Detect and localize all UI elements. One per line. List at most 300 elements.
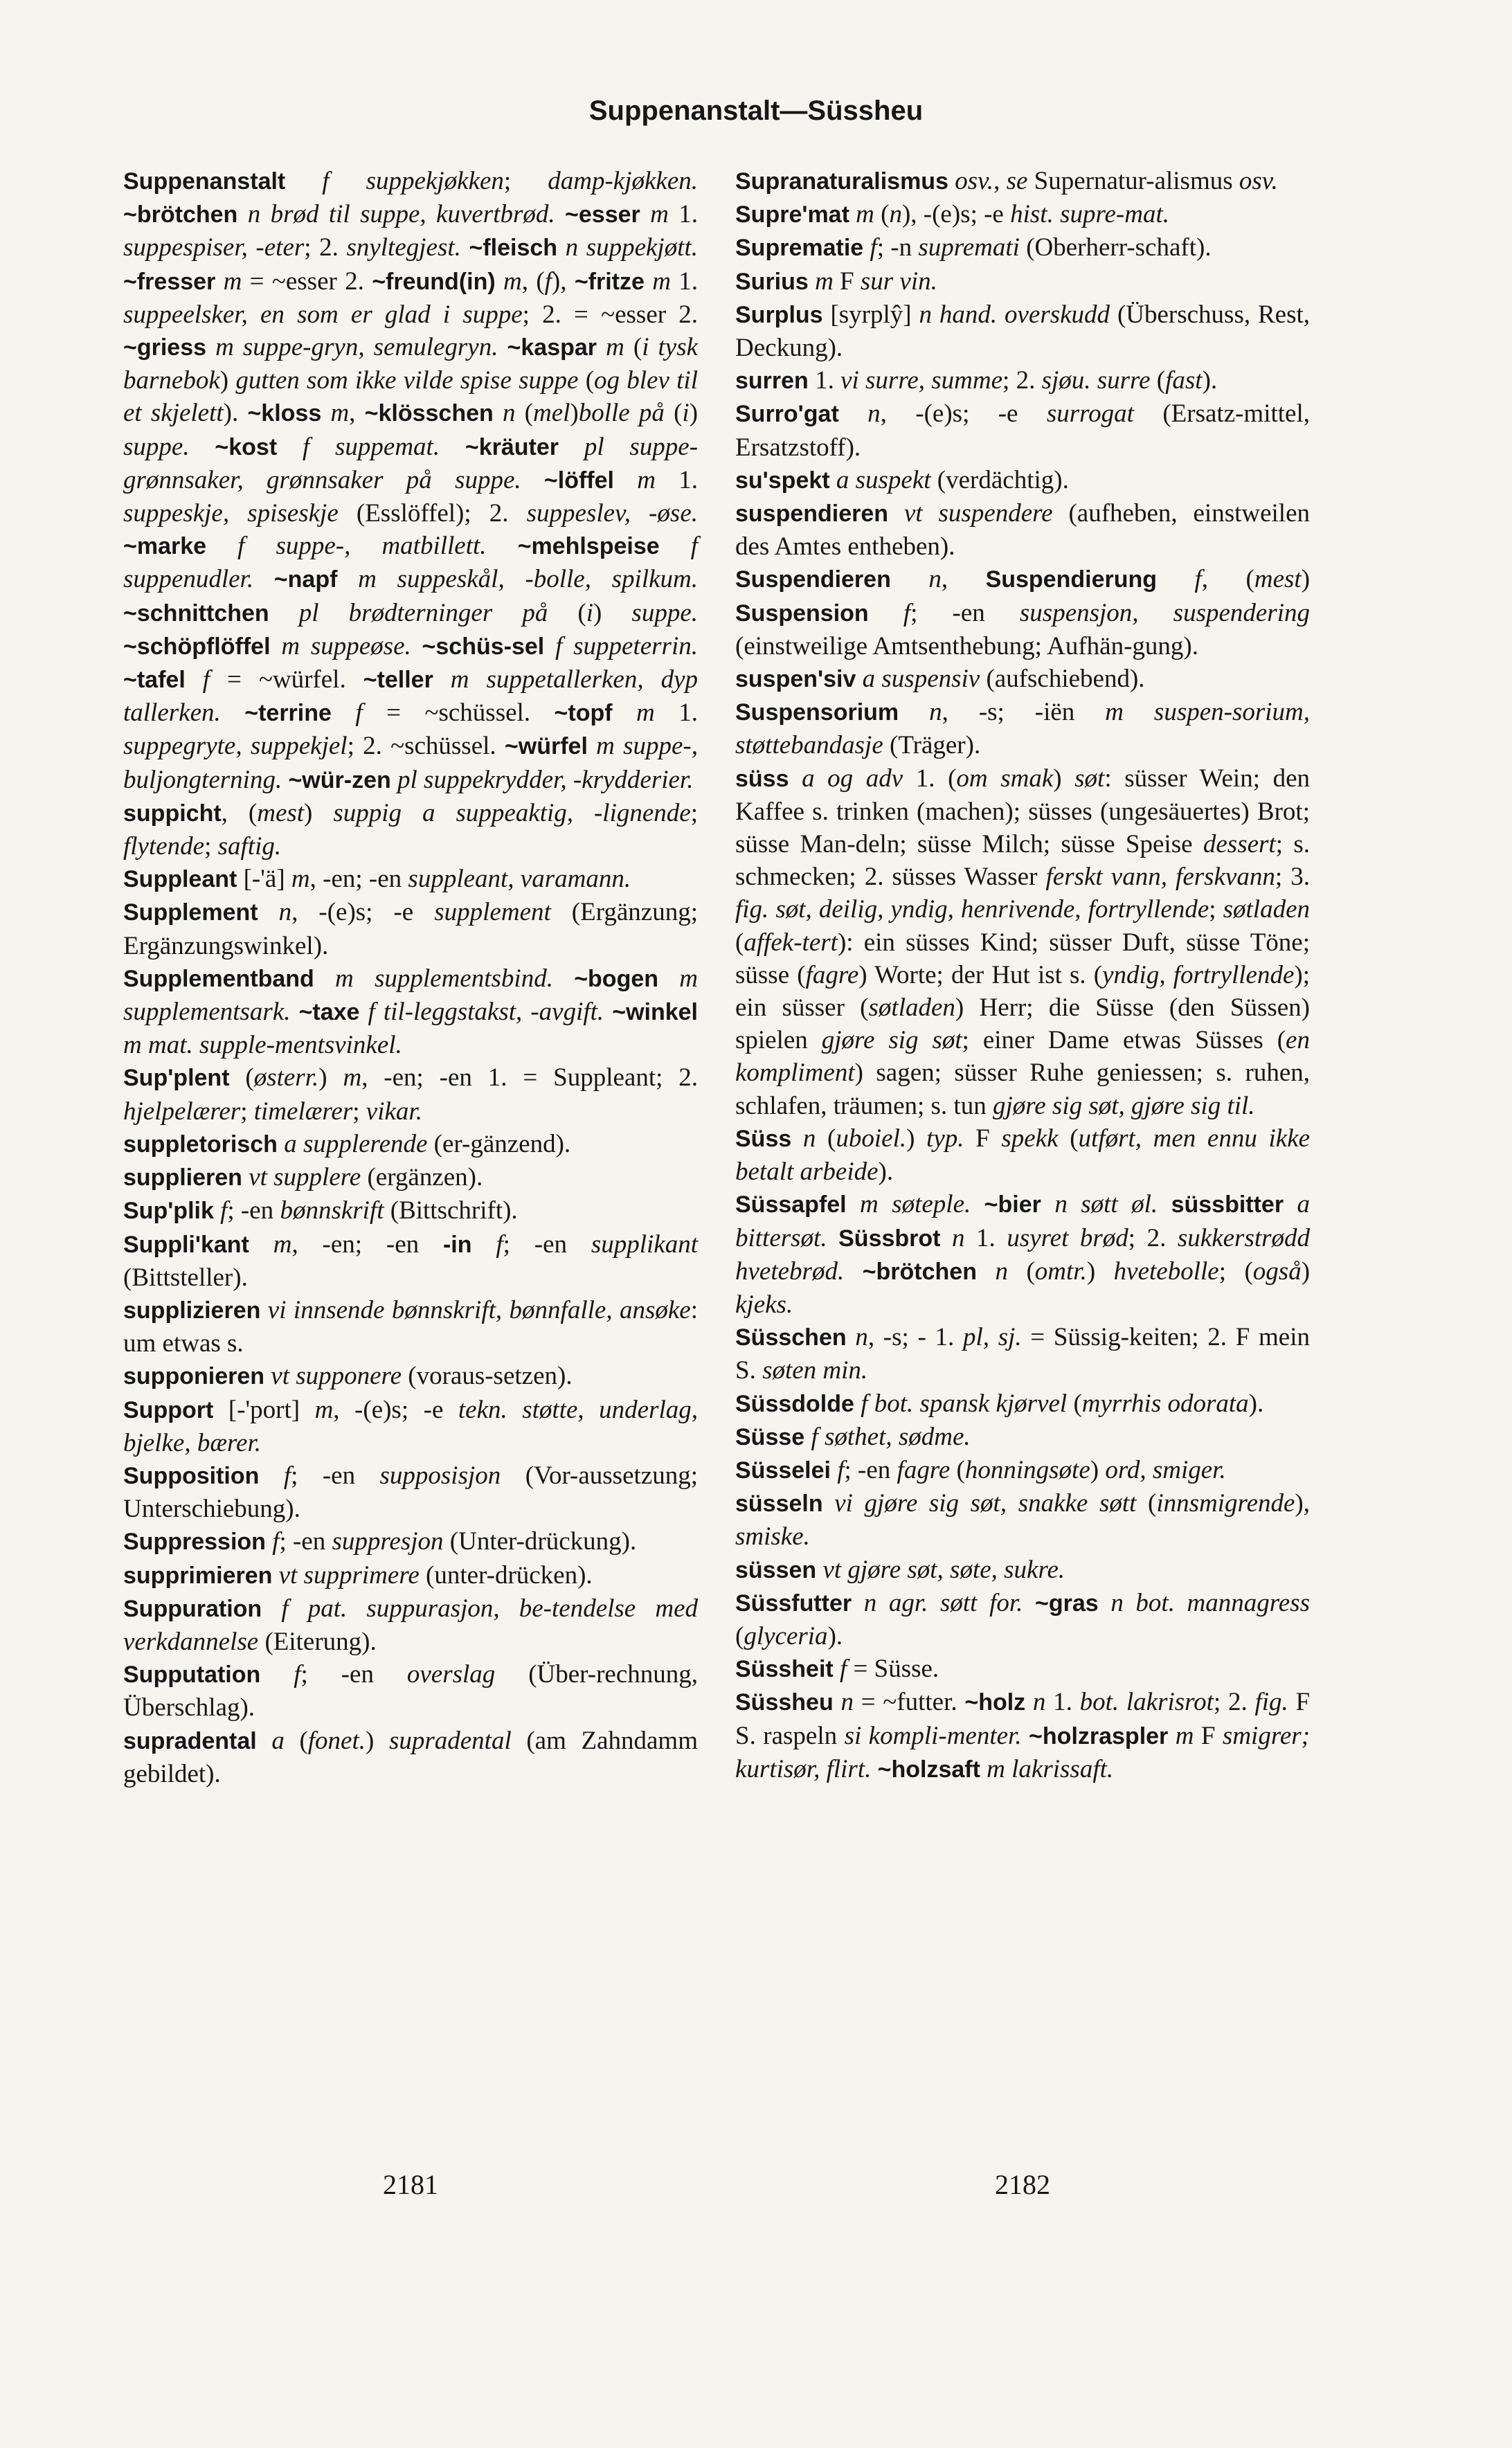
- entry-translation: pl brødterninger på: [298, 598, 548, 627]
- entry-translation: n hand. overskudd: [919, 300, 1110, 329]
- entry-text: (: [1136, 1489, 1157, 1518]
- entry-text: , -(e)s; -e: [333, 1395, 458, 1424]
- entry-translation: a bittersøt.: [735, 1190, 1310, 1252]
- entry-text: 1.: [668, 200, 699, 229]
- entry-translation: flytende: [123, 832, 205, 861]
- entry-translation: supremati: [918, 233, 1020, 262]
- entry-text: (voraus-setzen).: [402, 1362, 573, 1391]
- entry-translation: f: [496, 1230, 503, 1259]
- entry-headword: Suprematie: [735, 235, 864, 262]
- dictionary-entry: [735, 1321, 1310, 1387]
- entry-translation: vt supponere: [271, 1362, 402, 1391]
- entry-headword: supponieren: [123, 1363, 265, 1390]
- entry-headword: ~tafel: [123, 667, 186, 694]
- entry-text: ): [1053, 764, 1075, 793]
- entry-translation: f: [283, 1461, 291, 1490]
- entry-text: [588, 732, 596, 760]
- entry-translation: bolle på: [578, 399, 665, 428]
- entry-text: ): [593, 598, 632, 627]
- entry-translation: se: [1006, 167, 1028, 195]
- entry-headword: suppicht: [123, 800, 222, 827]
- entry-translation: osv.: [1239, 167, 1278, 195]
- entry-text: ; einer Dame etwas Süsses (: [962, 1026, 1286, 1055]
- entry-translation: n: [1032, 1688, 1046, 1717]
- dictionary-entry: [735, 1653, 1310, 1686]
- entry-headword: Sup'plent: [123, 1065, 230, 1092]
- entry-text: ;: [690, 798, 698, 827]
- entry-text: , (: [1201, 565, 1254, 594]
- entry-text: [440, 433, 465, 461]
- entry-text: = ~würfel.: [210, 665, 363, 694]
- entry-translation: a og adv: [802, 764, 903, 793]
- entry-headword: ~topf: [554, 700, 613, 727]
- entry-text: [553, 964, 574, 993]
- entry-text: [977, 1257, 995, 1286]
- entry-headword: Süsschen: [735, 1324, 847, 1351]
- entry-text: ; 2.: [1002, 366, 1042, 395]
- entry-text: [278, 1130, 284, 1158]
- entry-translation: m: [291, 865, 310, 894]
- entry-translation: vt supplere: [249, 1163, 361, 1192]
- entry-translation: suppe.: [123, 432, 190, 461]
- entry-translation: m lakrissaft.: [987, 1754, 1114, 1783]
- entry-text: [980, 1755, 987, 1783]
- entry-translation: suppespiser, -eter: [123, 233, 305, 262]
- entry-translation: suppegryte, suppekjel: [123, 732, 348, 761]
- entry-translation: yndig, fortryllende: [1102, 960, 1295, 989]
- entry-text: (: [874, 200, 890, 229]
- entry-translation: usyret brød: [1007, 1223, 1128, 1252]
- entry-text: ; -en: [503, 1230, 591, 1259]
- entry-text: ; -en: [279, 1527, 332, 1556]
- entry-text: [1157, 565, 1194, 593]
- entry-translation: vt supprimere: [278, 1560, 420, 1590]
- entry-translation: søten min.: [762, 1356, 868, 1385]
- entry-headword: ~schnittchen: [123, 600, 269, 627]
- entry-translation: vt suspendere: [903, 499, 1053, 528]
- entry-headword: ~teller: [363, 667, 433, 694]
- entry-text: [823, 1489, 835, 1518]
- entry-translation: a supplerende: [284, 1129, 428, 1158]
- entry-headword: ~würfel: [504, 733, 588, 760]
- entry-text: [496, 267, 503, 296]
- entry-text: ).: [827, 1621, 843, 1650]
- dictionary-entry: [735, 1122, 1310, 1188]
- dictionary-entry: [735, 231, 1310, 264]
- entry-headword: Suspension: [735, 600, 869, 627]
- entry-text: (aufheben, einstweilen des Amtes entheben).: [735, 499, 1311, 561]
- entry-translation: kjeks.: [735, 1290, 793, 1319]
- entry-text: [844, 1257, 862, 1286]
- entry-translation: og blev til et skjelett: [123, 366, 698, 428]
- entry-text: [869, 599, 903, 627]
- entry-headword: ~kräuter: [465, 433, 559, 460]
- entry-text: [1284, 1190, 1297, 1218]
- entry-text: = Süssig-keiten; 2. F mein S.: [735, 1323, 1310, 1385]
- dictionary-entry: [735, 265, 1310, 298]
- entry-text: ; 2.: [1213, 1688, 1255, 1717]
- entry-headword: süssen: [735, 1556, 817, 1583]
- entry-text: (: [735, 1621, 744, 1650]
- entry-text: [604, 998, 612, 1026]
- entry-headword: ~kaspar: [507, 334, 597, 361]
- entry-translation: f: [903, 598, 911, 627]
- entry-headword: süsseln: [735, 1491, 823, 1518]
- entry-text: [262, 1594, 281, 1623]
- entry-headword: ~fritze: [574, 268, 645, 295]
- entry-headword: ~winkel: [612, 999, 698, 1026]
- entry-headword: -in: [442, 1231, 472, 1258]
- entry-translation: suppeskje, spiseskje: [123, 499, 339, 528]
- entry-text: [259, 1461, 283, 1490]
- entry-headword: ~kost: [215, 433, 278, 460]
- entry-translation: n suppekjøtt.: [565, 233, 699, 262]
- dictionary-entry: [735, 198, 1310, 231]
- entry-text: [277, 433, 303, 461]
- entry-text: [597, 333, 606, 361]
- running-head: Suppenanstalt—Süssheu: [588, 96, 924, 126]
- dictionary-entry: [123, 962, 698, 1062]
- entry-text: ): [219, 366, 236, 395]
- entry-translation: f bot. spansk kjørvel: [861, 1389, 1068, 1418]
- entry-text: [971, 1190, 984, 1218]
- dictionary-entry: [735, 1188, 1310, 1321]
- entry-headword: ~schöpflöffel: [123, 633, 271, 660]
- entry-translation: f suppekjøkken: [322, 167, 504, 195]
- entry-text: (aufschiebend).: [980, 665, 1145, 694]
- dictionary-entry: [123, 1228, 698, 1294]
- entry-text: [834, 1688, 841, 1716]
- entry-translation: supposisjon: [379, 1461, 501, 1490]
- entry-translation: søt: [1074, 764, 1105, 793]
- entry-translation: m: [652, 267, 671, 296]
- entry-text: ).: [223, 399, 248, 428]
- dictionary-entry: [123, 1294, 698, 1360]
- entry-text: , -en; -en: [291, 1230, 443, 1259]
- entry-text: [1023, 1589, 1035, 1617]
- dictionary-entry: [735, 696, 1310, 762]
- entry-translation: f: [839, 1655, 847, 1684]
- entry-translation: m: [636, 699, 655, 728]
- entry-headword: suspen'siv: [735, 666, 856, 693]
- entry-text: (Über-rechnung, Überschlag).: [123, 1660, 698, 1722]
- entry-text: (: [664, 399, 683, 428]
- entry-text: [253, 565, 274, 593]
- left-column: [123, 165, 698, 1790]
- dictionary-entry: [735, 762, 1310, 1122]
- entry-text: [-'port]: [213, 1395, 315, 1424]
- entry-translation: n: [995, 1257, 1008, 1286]
- entry-text: [syrplŷ]: [822, 300, 919, 329]
- entry-translation: f: [294, 1660, 301, 1689]
- entry-translation: m: [606, 333, 624, 362]
- entry-text: [847, 1190, 860, 1218]
- entry-translation: omtr.: [1034, 1257, 1087, 1286]
- entry-text: (: [578, 366, 595, 395]
- entry-text: [613, 699, 636, 727]
- right-column: [735, 165, 1310, 1786]
- entry-translation: hist. supre-mat.: [1010, 200, 1169, 229]
- entry-translation: suppeslev, -øse.: [526, 499, 699, 528]
- dictionary-entry: [735, 1387, 1310, 1421]
- entry-translation: ord, smiger.: [1105, 1455, 1226, 1484]
- entry-headword: ~löffel: [543, 467, 614, 494]
- entry-text: , -s; -iën: [942, 698, 1106, 727]
- entry-text: (Unter-drückung).: [443, 1527, 637, 1556]
- entry-text: [899, 698, 929, 726]
- entry-translation: en kompliment: [735, 1026, 1310, 1088]
- dictionary-entry: [735, 364, 1310, 397]
- entry-text: (: [515, 399, 533, 428]
- entry-text: ; -en: [910, 598, 1020, 627]
- entry-headword: suppletorisch: [123, 1131, 278, 1158]
- entry-translation: fonet.: [307, 1726, 366, 1755]
- entry-translation: også: [1252, 1257, 1302, 1286]
- entry-translation: n: [929, 698, 942, 727]
- entry-translation: m: [650, 200, 669, 229]
- entry-translation: m supplementsark.: [123, 964, 698, 1027]
- entry-headword: Suppli'kant: [123, 1231, 249, 1258]
- dictionary-entry: [735, 397, 1310, 463]
- entry-translation: f: [544, 267, 552, 296]
- entry-text: [791, 1124, 803, 1153]
- entry-text: ;: [240, 1097, 254, 1126]
- entry-text: ),: [1295, 1489, 1310, 1518]
- entry-text: (: [1067, 1389, 1082, 1418]
- page-number-left: 2181: [383, 2169, 438, 2200]
- entry-translation: m suppe-, buljongterning.: [123, 732, 698, 794]
- entry-text: (einstweilige Amtsenthebung; Aufhän-gung).: [735, 631, 1198, 660]
- entry-headword: Suspendieren: [735, 566, 891, 593]
- entry-text: [359, 998, 368, 1026]
- entry-headword: ~holzsaft: [877, 1756, 980, 1783]
- entry-translation: i tysk barnebok: [123, 333, 699, 395]
- entry-text: ; -en: [300, 1660, 407, 1689]
- entry-text: [411, 632, 422, 660]
- entry-text: (: [950, 1455, 965, 1484]
- entry-text: ): [366, 1726, 389, 1755]
- entry-headword: ~marke: [123, 533, 207, 560]
- entry-translation: f pat. suppurasjon, be-tendelse med verkdannelse: [123, 1594, 699, 1656]
- entry-headword: ~holz: [964, 1689, 1026, 1716]
- entry-translation: affek-tert: [744, 928, 838, 957]
- entry-text: 1.: [670, 267, 699, 296]
- entry-text: , -en; -en: [309, 865, 408, 894]
- entry-headword: ~freund(in): [372, 268, 496, 295]
- entry-headword: Suppuration: [123, 1595, 262, 1622]
- entry-headword: ~fleisch: [469, 235, 558, 262]
- entry-translation: fig. søt, deilig, yndig, henrivende, fortryllende: [735, 895, 1209, 924]
- entry-translation: f: [355, 699, 363, 728]
- entry-translation: typ.: [926, 1124, 964, 1153]
- entry-translation: suppe.: [631, 598, 698, 627]
- entry-translation: m supplementsbind.: [335, 964, 553, 993]
- entry-text: [291, 998, 299, 1026]
- entry-translation: fagre: [897, 1455, 951, 1484]
- entry-translation: supplikant: [591, 1230, 699, 1259]
- entry-headword: Supranaturalismus: [735, 168, 948, 195]
- entry-headword: Surplus: [735, 301, 823, 328]
- entry-translation: f suppe-, matbillett.: [237, 532, 487, 561]
- dictionary-entry: [123, 165, 698, 797]
- entry-translation: saftig.: [217, 832, 282, 861]
- entry-translation: overslag: [406, 1660, 496, 1689]
- entry-translation: m: [1175, 1721, 1194, 1750]
- entry-translation: sjøu. surre: [1041, 366, 1151, 395]
- entry-text: ,: [349, 399, 365, 428]
- entry-text: [660, 532, 691, 560]
- entry-text: [264, 1362, 271, 1390]
- entry-text: , -(e)s; -e: [291, 898, 435, 927]
- entry-text: (am Zahndamm gebildet).: [123, 1726, 698, 1788]
- entry-text: [214, 1196, 220, 1225]
- entry-text: , -en; -en 1. = Suppleant; 2.: [361, 1063, 698, 1092]
- entry-text: [891, 565, 928, 593]
- entry-text: (: [1150, 366, 1166, 395]
- dictionary-entry: [123, 1592, 698, 1658]
- dictionary-entry: [735, 165, 1310, 198]
- entry-text: (Eiterung).: [258, 1627, 377, 1656]
- entry-text: ).: [1248, 1389, 1264, 1418]
- entry-text: [1041, 1190, 1054, 1218]
- entry-translation: n: [502, 399, 516, 428]
- entry-text: [948, 167, 955, 195]
- entry-text: [839, 399, 867, 428]
- entry-text: (: [735, 928, 744, 957]
- entry-text: [830, 466, 836, 494]
- entry-text: [237, 200, 247, 228]
- entry-translation: n: [278, 898, 292, 927]
- entry-headword: supplizieren: [123, 1297, 261, 1324]
- entry-text: (Überschuss, Rest, Deckung).: [735, 300, 1310, 363]
- entry-translation: vi surre, summe: [840, 366, 1003, 395]
- entry-text: ; -en: [227, 1196, 280, 1225]
- entry-translation: m suspen-sorium, støttebandasje: [735, 698, 1311, 760]
- entry-translation: n: [802, 1124, 816, 1153]
- entry-translation: m mat. supple-mentsvinkel.: [123, 1031, 402, 1060]
- entry-headword: Süss: [735, 1125, 792, 1152]
- entry-translation: sur vin.: [860, 267, 937, 296]
- entry-text: F S. raspeln: [735, 1688, 1311, 1750]
- entry-translation: a: [271, 1726, 285, 1755]
- dictionary-entry: [123, 1194, 698, 1227]
- entry-text: [269, 599, 299, 627]
- entry-text: [215, 267, 223, 296]
- entry-translation: gjøre sig søt, gjøre sig til.: [992, 1091, 1255, 1120]
- entry-text: [266, 1527, 272, 1556]
- entry-text: ); ein süsser (: [735, 960, 1310, 1023]
- entry-translation: f suppenudler.: [123, 532, 699, 594]
- entry-translation: m suppeskål, -bolle, spilkum.: [358, 565, 699, 594]
- entry-translation: søtladen: [868, 993, 955, 1023]
- entry-text: ; 3.: [1275, 863, 1311, 892]
- entry-text: ): [570, 399, 579, 428]
- entry-translation: m søteple.: [860, 1190, 971, 1219]
- dictionary-entry: [123, 1061, 698, 1127]
- entry-text: = ~esser 2.: [242, 267, 372, 296]
- entry-headword: ~fresser: [123, 268, 216, 295]
- entry-headword: ~holzraspler: [1029, 1722, 1169, 1749]
- entry-translation: n: [855, 1323, 868, 1352]
- entry-translation: m: [330, 399, 350, 428]
- entry-headword: ~napf: [273, 566, 338, 593]
- entry-text: [559, 433, 584, 461]
- entry-text: ): [1301, 565, 1311, 594]
- entry-text: ; -n: [876, 233, 919, 262]
- entry-text: [854, 1389, 861, 1418]
- entry-translation: f: [870, 233, 877, 262]
- dictionary-entry: [735, 298, 1310, 364]
- entry-text: [242, 1163, 249, 1191]
- entry-translation: n søtt øl.: [1054, 1190, 1158, 1219]
- entry-translation: si kompli-menter.: [844, 1721, 1022, 1750]
- dictionary-entry: [735, 1554, 1310, 1587]
- entry-translation: supplement: [434, 898, 551, 927]
- entry-translation: pl suppekrydder, -krydderier.: [397, 765, 694, 794]
- entry-translation: n agr. søtt for.: [863, 1588, 1023, 1617]
- entry-translation: m: [273, 1230, 292, 1259]
- entry-text: ; -en: [291, 1461, 380, 1490]
- entry-headword: suspendieren: [735, 501, 889, 528]
- entry-headword: Supre'mat: [735, 201, 849, 228]
- entry-text: [888, 499, 904, 528]
- entry-text: [186, 665, 203, 694]
- entry-headword: ~terrine: [244, 700, 332, 727]
- entry-translation: myrrhis odorata: [1081, 1389, 1249, 1418]
- entry-text: [221, 699, 244, 727]
- entry-text: ),: [551, 267, 575, 296]
- entry-text: ,: [993, 167, 1007, 195]
- entry-text: [272, 1561, 278, 1590]
- dictionary-entry: [123, 1658, 698, 1724]
- entry-text: [321, 399, 330, 427]
- entry-translation: m suppetallerken, dyp tallerken.: [123, 665, 698, 728]
- entry-translation: n: [867, 399, 881, 429]
- entry-text: [258, 898, 279, 926]
- entry-text: [271, 632, 282, 660]
- entry-headword: ~wür-zen: [288, 766, 391, 793]
- entry-headword: Süssbrot: [838, 1225, 941, 1252]
- dictionary-entry: [735, 1454, 1310, 1487]
- entry-translation: n brød til suppe, kuvertbrød.: [247, 200, 555, 229]
- entry-headword: süssbitter: [1171, 1191, 1284, 1218]
- entry-text: ; 2.: [1128, 1223, 1178, 1252]
- dictionary-entry: [735, 1487, 1310, 1553]
- entry-headword: Supposition: [123, 1462, 260, 1489]
- entry-text: (er-gänzend).: [427, 1129, 571, 1158]
- entry-translation: n: [889, 200, 902, 229]
- entry-text: = ~schüssel.: [362, 699, 555, 728]
- dictionary-entry: [123, 896, 698, 962]
- entry-translation: m: [503, 267, 522, 296]
- entry-text: 1.: [808, 366, 841, 395]
- entry-text: ): [689, 399, 699, 428]
- entry-translation: smigrer; kurtisør, flirt.: [735, 1721, 1310, 1783]
- dictionary-entry: [735, 1587, 1310, 1653]
- entry-translation: damp-kjøkken.: [548, 167, 699, 195]
- entry-text: [856, 665, 862, 693]
- entry-translation: om smak: [956, 764, 1054, 793]
- entry-text: ; 2. = ~esser 2.: [522, 300, 698, 329]
- entry-text: ): [304, 798, 334, 827]
- entry-headword: Süssheu: [735, 1689, 834, 1716]
- entry-text: [206, 333, 215, 361]
- entry-text: ).: [878, 1158, 894, 1187]
- entry-text: ): [1086, 1257, 1114, 1286]
- entry-translation: vi gjøre sig søt, snakke søtt: [834, 1489, 1137, 1518]
- entry-text: , -s; - 1.: [867, 1323, 963, 1352]
- entry-headword: süss: [735, 765, 789, 792]
